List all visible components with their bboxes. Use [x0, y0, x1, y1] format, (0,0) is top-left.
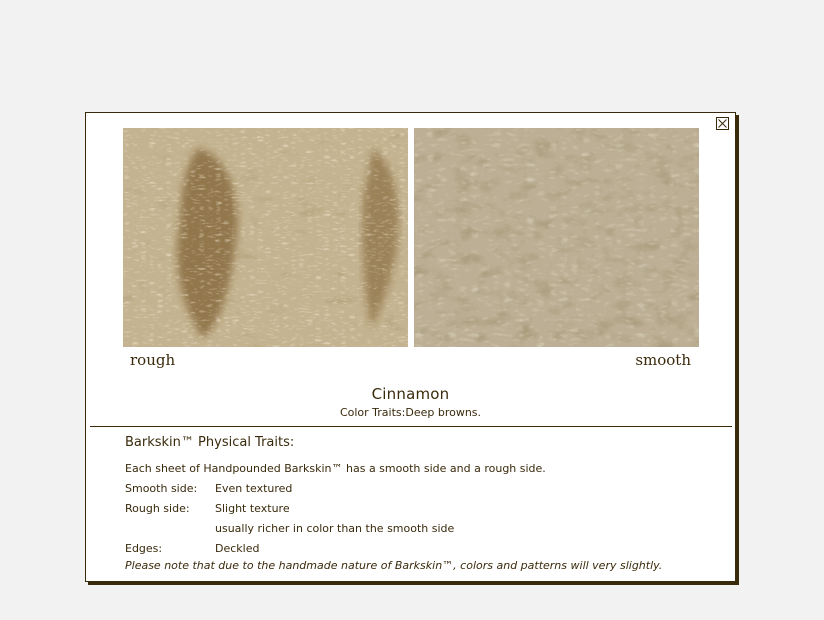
physical-traits-section	[125, 435, 725, 559]
trait-key: Rough side:	[125, 502, 190, 515]
trait-key: Edges:	[125, 542, 163, 555]
close-box-icon	[717, 118, 728, 129]
trait-value: Deckled	[215, 542, 260, 555]
divider	[90, 426, 732, 427]
trait-row-smooth	[125, 479, 725, 499]
traits-intro: Each sheet of Handpounded Barkskin™ has a smooth side and a rough side.	[125, 462, 546, 475]
traits-heading: Barkskin™ Physical Traits:	[125, 435, 295, 450]
swatch-detail-dialog	[85, 112, 736, 582]
trait-row-rough	[125, 499, 725, 519]
color-traits-text: Color Traits:Deep browns.	[339, 406, 482, 419]
trait-key-empty	[125, 519, 215, 539]
rough-label: rough	[130, 351, 176, 369]
smooth-label: smooth	[635, 351, 691, 369]
handmade-note: Please note that due to the handmade nature of Barkskin™, colors and patterns will very slightly.	[125, 559, 663, 572]
close-button[interactable]	[716, 117, 729, 130]
trait-row-edges	[125, 539, 725, 559]
color-name-title: Cinnamon	[371, 385, 450, 403]
trait-value: usually richer in color than the smooth side	[215, 522, 455, 535]
rough-side-image	[123, 128, 408, 347]
trait-row-rough-continued	[125, 519, 725, 539]
trait-value: Even textured	[215, 482, 293, 495]
trait-value: Slight texture	[215, 502, 290, 515]
smooth-side-image	[414, 128, 699, 347]
trait-key: Smooth side:	[125, 482, 198, 495]
